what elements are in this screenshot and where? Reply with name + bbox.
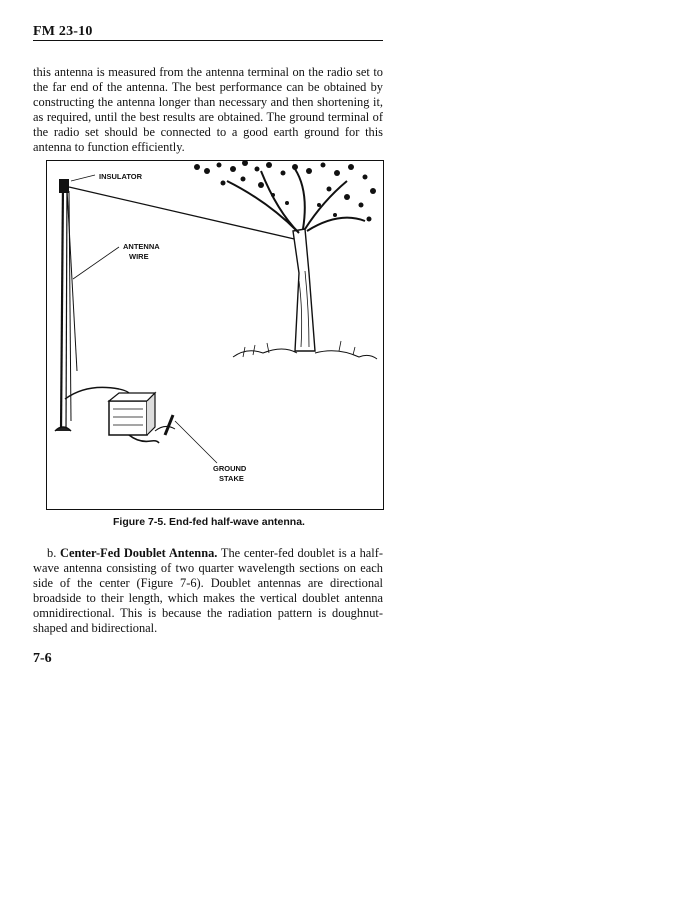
- figure-7-5: [46, 160, 384, 510]
- label-antenna-wire-line2: WIRE: [129, 252, 149, 261]
- tree: [194, 161, 377, 359]
- ground-stake: [165, 415, 173, 435]
- paragraph-body: The center-fed doublet is a half-wave antenna consisting of two quarter wavelength sections on each side of the center (Figure 7-6). Doublet antennas are directional broadside to their length, which makes the vertical doublet antenna omnidirectional. This is because the radiation pattern is doughnut-shaped and bidirectional.: [33, 546, 383, 635]
- label-ground-stake-line2: STAKE: [219, 474, 244, 483]
- antenna-illustration: [47, 161, 384, 510]
- antenna-mast: [61, 183, 63, 431]
- label-insulator: INSULATOR: [99, 172, 143, 181]
- antenna-wire: [69, 187, 303, 241]
- paragraph-lead: b.: [47, 546, 61, 560]
- paragraph-center-fed-doublet: [33, 546, 383, 636]
- header-rule: [33, 40, 383, 41]
- radio-set: [109, 393, 159, 443]
- page-number: 7-6: [33, 651, 52, 666]
- section-heading: Center-Fed Doublet Antenna.: [60, 546, 218, 560]
- running-header: FM 23-10: [33, 24, 93, 39]
- mast-base: [55, 427, 71, 431]
- label-ground-stake-line1: GROUND: [213, 464, 247, 473]
- paragraph-intro: this antenna is measured from the antenna terminal on the radio set to the far end of the antenna. The best performance can be obtained by constructing the antenna longer than necessary and then shortening it, as required, until the best results are obtained. The ground terminal of the radio set should be connected to a good earth ground for this antenna to function efficiently.: [33, 65, 383, 154]
- label-antenna-wire-line1: ANTENNA: [123, 242, 160, 251]
- figure-caption: Figure 7-5. End-fed half-wave antenna.: [113, 516, 305, 528]
